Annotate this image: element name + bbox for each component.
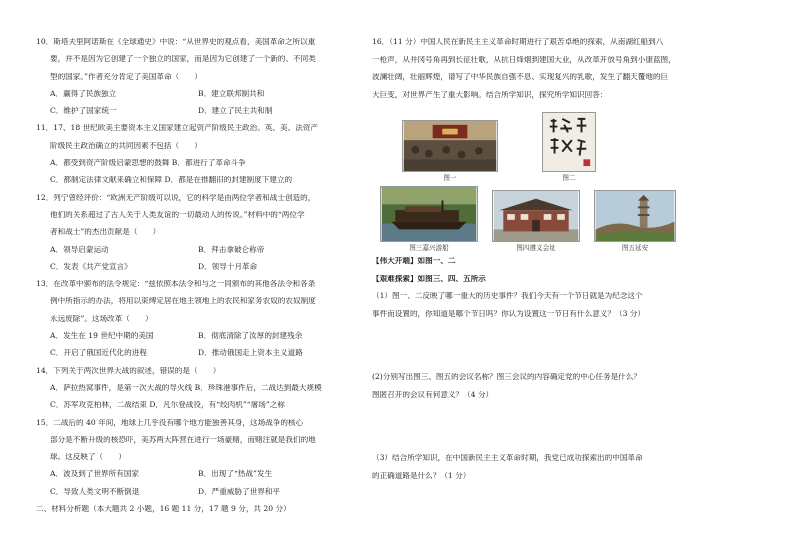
q14-option-cd[interactable]: C．苏军攻克柏林，二战结束 D．凡尔登战役，有“绞肉机”“屠场”之称 [50,401,285,410]
q11-option-cd[interactable]: C．都制定法律文献来确立和保障 D．都是在推翻旧的封建制度下建立的 [50,176,293,185]
answer-space-2b[interactable] [372,430,772,454]
q16-intro-3: 波澜壮阔，壮丽辉煌，谱写了中华民族自强不息、实现复兴的乳歌，发生了翻天覆地的巨 [372,73,669,81]
figure-row-2 [380,186,772,252]
q12-option-b[interactable]: B．拜击拿破仑称帝 [198,244,265,254]
q16-3-line-1: （3）结合所学知识，在中国新民主主义革命时期，我党已成功探索出的中国革命 [372,454,643,463]
figure-3 [380,186,478,252]
q10-line-2: 要，并不是因为它创建了一个独立的国家，而是因为它创建了一个新的、不同类 [50,55,316,64]
figure-4 [492,190,580,252]
q16-1-line-1: （1）图一、二反映了哪一重大的历史事件？我们今天有一个节日就是为纪念这个 [372,292,643,301]
q16-2-line-1: (2)分别写出图三、图五的会议名称？图三会议的内容确定党的中心任务是什么？ [372,373,641,382]
q15-option-b[interactable]: B．出现了“热战”发生 [198,469,273,479]
q15-option-a[interactable]: A．波及到了世界所有国家 [50,469,140,479]
q15-line-2: 部分是不断升级的核恐吓，美苏两大阵营在进行一场豪赌，而赌注就是我们的地 [50,435,316,444]
figure-2-caption: 图二 [562,174,576,182]
figure-5 [594,190,676,252]
answer-space-2[interactable] [372,408,772,430]
calligraphy-photo-icon [542,112,596,172]
boat-photo-icon [380,186,478,242]
q10-line-1: 10．斯塔夫里阿诺斯在《全球通史》中说：“从世界史的观点看，美国革命之所以重 [36,38,316,46]
building-photo-icon [492,190,580,242]
figure-1 [402,120,498,182]
q11-line-2: 阶级民主政治确立的共同因素不包括（ ） [50,141,202,150]
tag-great-beginning: 【伟大开端】如图一、二 [372,257,456,266]
q16-2-line-2: 图匿召开的会议有何意义？（4 分） [372,390,494,399]
figure-2 [542,112,596,182]
q10-options-cd [36,107,360,124]
q13-option-b[interactable]: B．彻底清除了汝厚的封建残余 [198,331,303,341]
crowd-photo-icon [402,120,498,172]
q14-option-ab[interactable]: A．萨拉热窝事件，是第一次大战的导火线 B．珍珠港事件后，二战达到最大规模 [50,383,322,392]
q15-line-1: 15．二战后的 40 年间，地球上几乎没有哪个地方能独善其身，这场战争的核心 [36,418,304,427]
figure-4-caption: 图四遵义会址 [516,243,556,252]
figure-5-caption: 图五延安 [621,243,649,252]
q13-option-c[interactable]: C．开启了俄国近代化的进程 [50,348,147,358]
q15-line-3: 球。这反映了（ ） [50,453,126,462]
q10-line-3: 型的国家。”作者充分肯定了美国革命（ ） [50,72,202,81]
q13-line-2: 例中所指示的办法，将用以束缚定居在地主领地上的农民和家务农奴的农奴制度 [50,297,316,306]
q14-line-1: 14．下列关于两次世界大战的叙述，错误的是（ ） [36,366,221,375]
right-column [372,38,772,489]
q13-options-ab [36,332,360,349]
q12-options-cd [36,263,360,280]
q12-line-3: 者和战士”的杰出贡献是（ ） [50,228,161,237]
q16-intro-2: 一枪声，从井冈号角再到长征壮歌，从抗日烽烟到建国大业，从改革开放号角到小康蓝图， [372,55,676,64]
q16-1-line-2: 事件而设置的，你知道是哪个节日吗？你认为设置这一节日有什么意义？（3 分） [372,309,646,318]
q10-options-ab [36,90,360,107]
left-column [36,38,360,522]
q12-option-d[interactable]: D．领导十月革命 [198,261,258,271]
q10-option-a[interactable]: A．赢得了民族独立 [50,88,117,98]
q13-option-a[interactable]: A．发生在 19 世纪中期的美国 [50,331,154,341]
q13-line-3: 永远废除”。这场改革（ ） [50,314,153,323]
pagoda-photo-icon [594,190,676,242]
q15-options-ab [36,470,360,487]
q10-option-d[interactable]: D．建立了民主共和制 [198,106,273,116]
q15-option-c[interactable]: C．导致人类文明不断倒退 [50,486,140,496]
answer-space-1[interactable] [372,327,772,349]
q12-option-c[interactable]: C．发表《共产党宣言》 [50,261,132,271]
q10-option-c[interactable]: C．维护了国家统一 [50,106,117,116]
figure-3-caption: 图三嘉兴游船 [409,243,449,252]
q13-options-cd [36,349,360,366]
q15-option-d[interactable]: D．严重威胁了世界和平 [198,486,281,496]
figure-1-caption: 图一 [443,174,457,182]
section-two-heading: 二、材料分析题（本大题共 2 小题，16 题 11 分，17 题 9 分，共 20 分） [36,505,291,514]
tag-hard-exploration: 【艰难探索】如图三、四、五所示 [372,274,486,283]
q11-option-ab[interactable]: A．都受到资产阶级启蒙思想的鼓舞 B．都进行了革命斗争 [50,159,246,168]
q12-line-2: 他们的关系超过了古人关于人类友谊的一切最动人的传说。”材料中的“两位学 [50,210,305,219]
q16-intro-1: 16．（11 分）中国人民在新民主主义革命时期进行了艰苦卓绝的探索，从南湖红船到八 [372,38,664,46]
q12-line-1: 12．列宁曾经评价：“欧洲无产阶级可以说，它的科学是由两位学者和战士创造的， [36,193,316,202]
q10-option-b[interactable]: B．建立联邦制共和 [198,88,265,98]
answer-space-1b[interactable] [372,349,772,373]
q12-options-ab [36,246,360,263]
q15-options-cd [36,488,360,505]
q13-line-1: 13．在改革中颁布的法令规定：“兹依照本法令和与之一同颁布的其他各法令和各条 [36,280,316,289]
q12-option-a[interactable]: A．领导启蒙运动 [50,244,109,254]
q13-option-d[interactable]: D．推动俄国走上资本主义道路 [198,348,303,358]
q16-intro-4: 大巨变，对世界产生了重大影响。结合所学知识，探究所学知识回答： [372,90,608,99]
q16-3-line-2: 的正确道路是什么？（1 分） [372,471,471,480]
q11-line-1: 11．17、18 世纪欧美主要资本主义国家建立起资产阶级民主政治。英、美、法资产 [36,124,318,133]
figure-row-1 [402,112,772,182]
